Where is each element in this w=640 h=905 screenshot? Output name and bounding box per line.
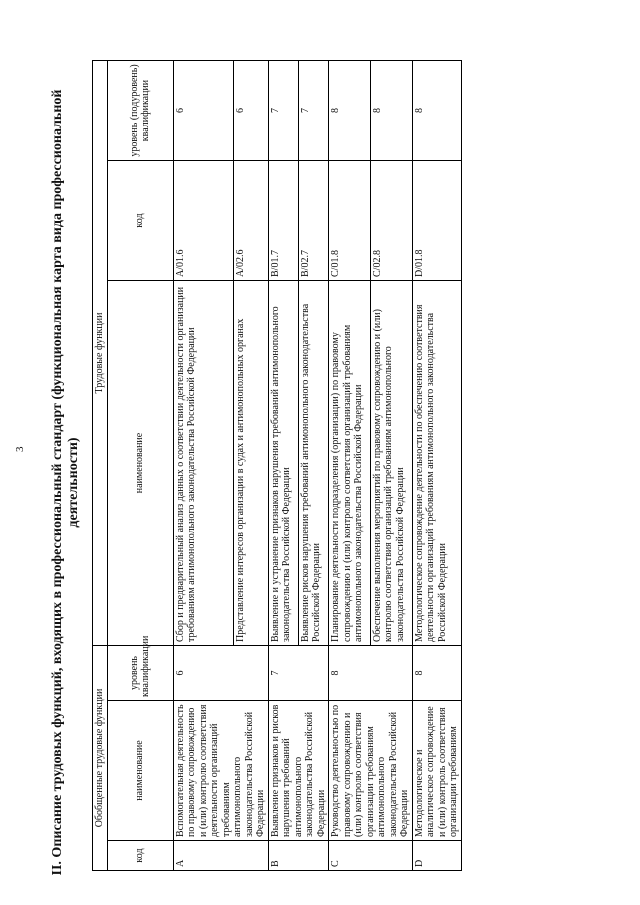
function-code-cell: B/02.7	[298, 161, 328, 281]
header-labor-functions: Трудовые функции	[93, 61, 108, 646]
header-row-group	[93, 61, 108, 871]
function-code-cell: C/02.8	[370, 161, 412, 281]
function-name-cell: Обеспечение выполнения мероприятий по правовому сопровождению и (или) контролю соответствия организаций требованиям антимонопольного законодательства Российской Федерации	[370, 281, 412, 646]
header-name: наименование	[107, 701, 173, 841]
header-level: уровень квалификации	[107, 646, 173, 701]
gen-name-cell: Выявление признаков и рисков нарушения требований антимонопольного законодательства Российской Федерации	[268, 701, 329, 841]
function-code-cell: B/01.7	[268, 161, 298, 281]
header-function-code: код	[107, 161, 173, 281]
function-code-cell: C/01.8	[329, 161, 371, 281]
function-level-cell: 8	[329, 61, 371, 161]
header-function-name: наименование	[107, 281, 173, 646]
function-level-cell: 8	[412, 61, 461, 161]
gen-level-cell: 8	[412, 646, 461, 701]
header-function-level: уровень (подуровень) квалификации	[107, 61, 173, 161]
header-code: код	[107, 841, 173, 871]
function-level-cell: 7	[268, 61, 298, 161]
function-code-cell: A/01.6	[173, 161, 234, 281]
gen-code-cell: A	[173, 841, 268, 871]
function-level-cell: 6	[234, 61, 268, 161]
function-level-cell: 7	[298, 61, 328, 161]
function-name-cell: Методологическое сопровождение деятельности по обеспечению соответствия деятельности организаций требованиям антимонопольного законодательства Российской Федерации	[412, 281, 461, 646]
function-name-cell: Планирование деятельности подразделения (организации) по правовому сопровождению и (или) контролю соответствия организаций требованиям антимонопольного законодательства Российской Федерации	[329, 281, 371, 646]
function-code-cell: A/02.6	[234, 161, 268, 281]
table-row	[173, 61, 234, 871]
gen-name-cell: Вспомогательная деятельность по правовому сопровождению и (или) контролю соответствия деятельности организаций требованиям антимонопольного законодательства Российской Федерации	[173, 701, 268, 841]
gen-code-cell: D	[412, 841, 461, 871]
page-number: 3	[14, 446, 26, 452]
gen-name-cell: Методологическое и аналитическое сопровождение и (или) контроль соответствия организации требованиям	[412, 701, 461, 841]
gen-level-cell: 6	[173, 646, 268, 701]
table-row	[412, 61, 461, 871]
table-row	[329, 61, 371, 871]
gen-level-cell: 7	[268, 646, 329, 701]
function-level-cell: 6	[173, 61, 234, 161]
gen-name-cell: Руководство деятельностью по правовому сопровождению и (или) контролю соответствия организации требованиям антимонопольного законодательства Российской Федерации	[329, 701, 413, 841]
gen-code-cell: B	[268, 841, 329, 871]
header-generalized-functions: Обобщенные трудовые функции	[93, 646, 108, 871]
function-name-cell: Сбор и предварительный анализ данных о соответствии деятельности организации требованиям антимонопольного законодательства Российской Федерации	[173, 281, 234, 646]
function-code-cell: D/01.8	[412, 161, 461, 281]
function-name-cell: Выявление и устранение признаков нарушения требований антимонопольного законодательства Российской Федерации	[268, 281, 298, 646]
functional-map-table	[92, 60, 462, 871]
function-name-cell: Представление интересов организации в судах и антимонопольных органах	[234, 281, 268, 646]
header-row-columns	[107, 61, 173, 871]
gen-code-cell: C	[329, 841, 413, 871]
gen-level-cell: 8	[329, 646, 413, 701]
table-row	[268, 61, 298, 871]
section-title: II. Описание трудовых функций, входящих в профессиональный стандарт (функциональная карта вида профессиональной деятельности)	[50, 89, 81, 876]
function-level-cell: 8	[370, 61, 412, 161]
function-name-cell: Выявление рисков нарушения требований антимонопольного законодательства Российской Федерации	[298, 281, 328, 646]
